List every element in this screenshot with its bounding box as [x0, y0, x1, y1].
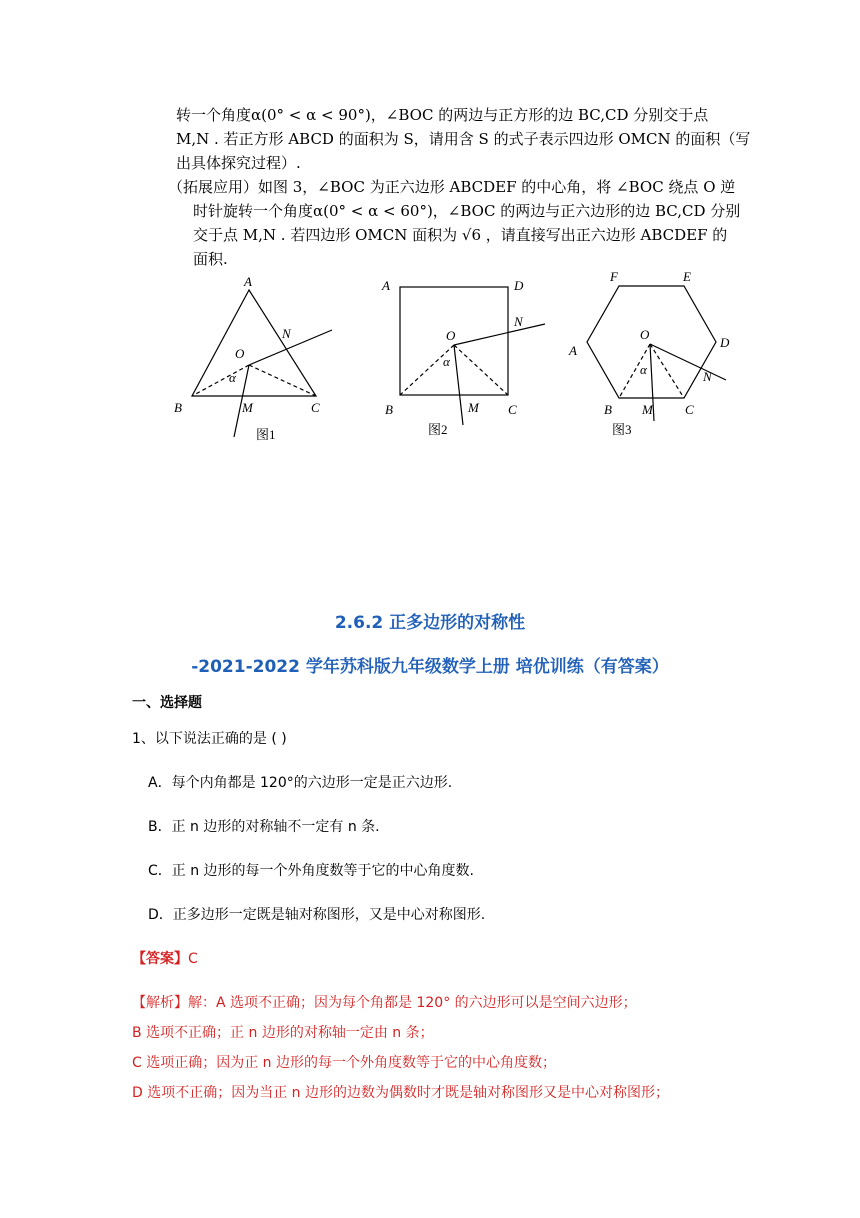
fig1-label-C: C [311, 400, 320, 415]
analysis-line-3: C 选项正确；因为正 n 边形的每一个外角度数等于它的中心角度数； [132, 1055, 556, 1071]
option-d: D．正多边形一定既是轴对称图形，又是中心对称图形. [148, 907, 486, 923]
problem-line-3: 出具体探究过程）. [176, 154, 301, 172]
answer-line [132, 948, 198, 970]
fig3-label-B: B [604, 402, 612, 417]
fig3-label-N: N [703, 369, 712, 384]
problem-line-6: 交于点 M,N . 若四边形 OMCN 面积为 √6 ，请直接写出正六边形 ABCDEF 的 [193, 226, 728, 244]
fig3-label-M: M [642, 402, 653, 417]
option-a: A．每个内角都是 120°的六边形一定是正六边形. [148, 775, 453, 791]
fig1-label-N: N [282, 326, 291, 341]
fig1-label-B: B [174, 400, 182, 415]
fig1-label-A: A [244, 274, 252, 289]
fig1-label-O: O [235, 346, 245, 361]
fig2-alpha: α [443, 354, 450, 369]
fig1-alpha: α [229, 370, 236, 385]
answer-label: 【答案】 [132, 951, 188, 967]
section-title: 2.6.2 正多边形的对称性 [334, 613, 526, 633]
geometry-figures [0, 262, 860, 452]
fig2-label-N: N [514, 314, 523, 329]
option-b: B．正 n 边形的对称轴不一定有 n 条. [148, 819, 380, 835]
section-label: 一、选择题 [132, 695, 202, 711]
problem-line-4: （拓展应用）如图 3，∠BOC 为正六边形 ABCDEF 的中心角，将 ∠BOC 绕点 O 逆 [168, 178, 736, 196]
fig2-label-B: B [385, 402, 393, 417]
problem-line-1: 转一个角度α(0° < α < 90°)，∠BOC 的两边与正方形的边 BC,CD 分别交于点 [176, 106, 709, 124]
analysis-line-2: B 选项不正确；正 n 边形的对称轴一定由 n 条； [132, 1025, 434, 1041]
analysis-line-4: D 选项不正确；因为当正 n 边形的边数为偶数时才既是轴对称图形又是中心对称图形； [132, 1085, 670, 1101]
fig3-alpha: α [640, 362, 647, 377]
fig2-label-D: D [514, 278, 524, 293]
fig3-label-E: E [683, 269, 691, 284]
fig2-caption: 图2 [428, 422, 448, 437]
fig3-label-D: D [720, 335, 730, 350]
figure-3 [587, 286, 726, 421]
answer-value: C [188, 951, 198, 967]
fig3-label-O: O [640, 327, 650, 342]
fig2-label-O: O [446, 328, 456, 343]
problem-line-7: 面积. [193, 250, 228, 268]
fig1-caption: 图1 [256, 427, 276, 442]
problem-line-5: 时针旋转一个角度α(0° < α < 60°)，∠BOC 的两边与正六边形的边 BC,CD 分别 [193, 202, 741, 220]
fig3-label-A: A [569, 343, 577, 358]
fig3-label-C: C [685, 402, 694, 417]
option-c: C．正 n 边形的每一个外角度数等于它的中心角度数. [148, 863, 474, 879]
fig3-caption: 图3 [612, 422, 632, 437]
fig2-label-C: C [508, 402, 517, 417]
fig1-label-M: M [242, 400, 253, 415]
question-stem: 1、以下说法正确的是 ( ) [132, 731, 287, 747]
analysis-line-1: 【解析】解：A 选项不正确；因为每个角都是 120° 的六边形可以是空间六边形； [132, 995, 637, 1011]
problem-line-2: M,N . 若正方形 ABCD 的面积为 S，请用含 S 的式子表示四边形 OMCN 的面积（写 [176, 130, 751, 148]
section-subtitle: -2021-2022 学年苏科版九年级数学上册 培优训练（有答案） [191, 657, 669, 677]
fig2-label-A: A [382, 278, 390, 293]
fig3-label-F: F [610, 269, 618, 284]
fig2-label-M: M [468, 400, 479, 415]
